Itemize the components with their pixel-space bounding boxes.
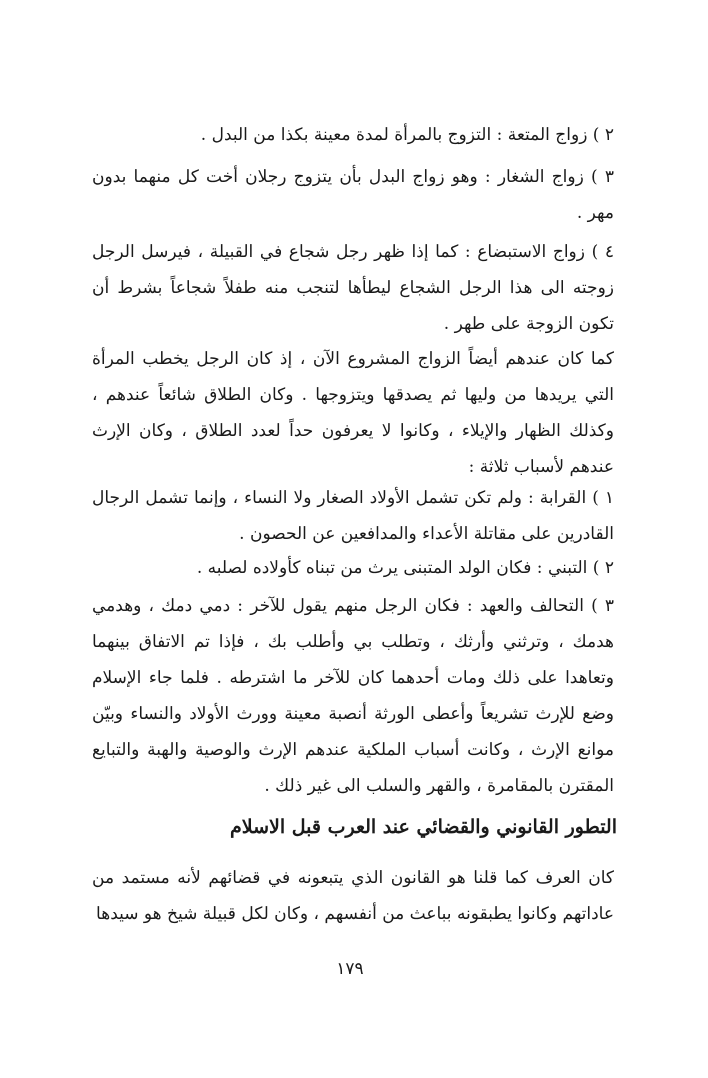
paragraph-alliance-covenant (92, 588, 614, 804)
page-number: ١٧٩ (336, 959, 364, 979)
paragraph-custom-as-law (92, 860, 614, 932)
section-heading: التطور القانوني والقضائي عند العرب قبل الاسلام (230, 816, 617, 838)
paragraph-text: كان العرف كما قلنا هو القانون الذي يتبعونه في قضائهم لأنه مستمد من عاداتهم وكانوا يطبقونه بباعث من أنفسهم ، وكان لكل قبيلة شيخ هو سيدها (92, 868, 614, 924)
paragraph-mutah-marriage (92, 117, 614, 153)
paragraph-text: ٣ ) زواج الشغار : وهو زواج البدل بأن يتزوج رجلان أخت كل منهما بدون مهر . (92, 167, 614, 223)
paragraph-kinship (92, 480, 614, 552)
paragraph-shighar-marriage (92, 159, 614, 231)
paragraph-adoption (92, 550, 614, 586)
paragraph-text: ٢ ) التبني : فكان الولد المتبنى يرث من تبناه كأولاده لصلبه . (196, 558, 614, 578)
paragraph-istibda-marriage (92, 234, 614, 342)
paragraph-text: ٣ ) التحالف والعهد : فكان الرجل منهم يقول للآخر : دمي دمك ، وهدمي هدمك ، وترثني وأرثك ، وتطلب بي وأطلب بك ، فإذا تم الاتفاق بينهما وتعاهدا على ذلك ومات أحدهما كان للآخر ما اشترطه . فلما جاء الإسلام وضع للإرث تشريعاً وأعطى الورثة أنصبة معينة وورث الأولاد والنساء وبيّن موانع الإرث ، وكانت أسباب الملكية عندهم الإرث والوصية والهبة والتبايع المقترن بالمقامرة ، والقهر والسلب الى غير ذلك . (92, 596, 614, 796)
paragraph-text: كما كان عندهم أيضاً الزواج المشروع الآن ، إذ كان الرجل يخطب المرأة التي يريدها من وليها ثم يصدقها ويتزوجها . وكان الطلاق شائعاً عندهم ، وكذلك الظهار والإيلاء ، وكانوا لا يعرفون حداً لعدد الطلاق ، وكان الإرث عندهم لأسباب ثلاثة : (92, 349, 614, 477)
paragraph-text: ١ ) القرابة : ولم تكن تشمل الأولاد الصغار ولا النساء ، وإنما تشمل الرجال القادرين على مقاتلة الأعداء والمدافعين عن الحصون . (92, 488, 614, 544)
paragraph-lawful-marriage-divorce-inheritance (92, 341, 614, 485)
paragraph-text: ٢ ) زواج المتعة : التزوج بالمرأة لمدة معينة بكذا من البدل . (200, 125, 614, 145)
paragraph-text: ٤ ) زواج الاستبضاع : كما إذا ظهر رجل شجاع في القبيلة ، فيرسل الرجل زوجته الى هذا الرجل الشجاع ليطأها لتنجب منه طفلاً شجاعاً بشرط أن تكون الزوجة على طهر . (92, 242, 614, 334)
